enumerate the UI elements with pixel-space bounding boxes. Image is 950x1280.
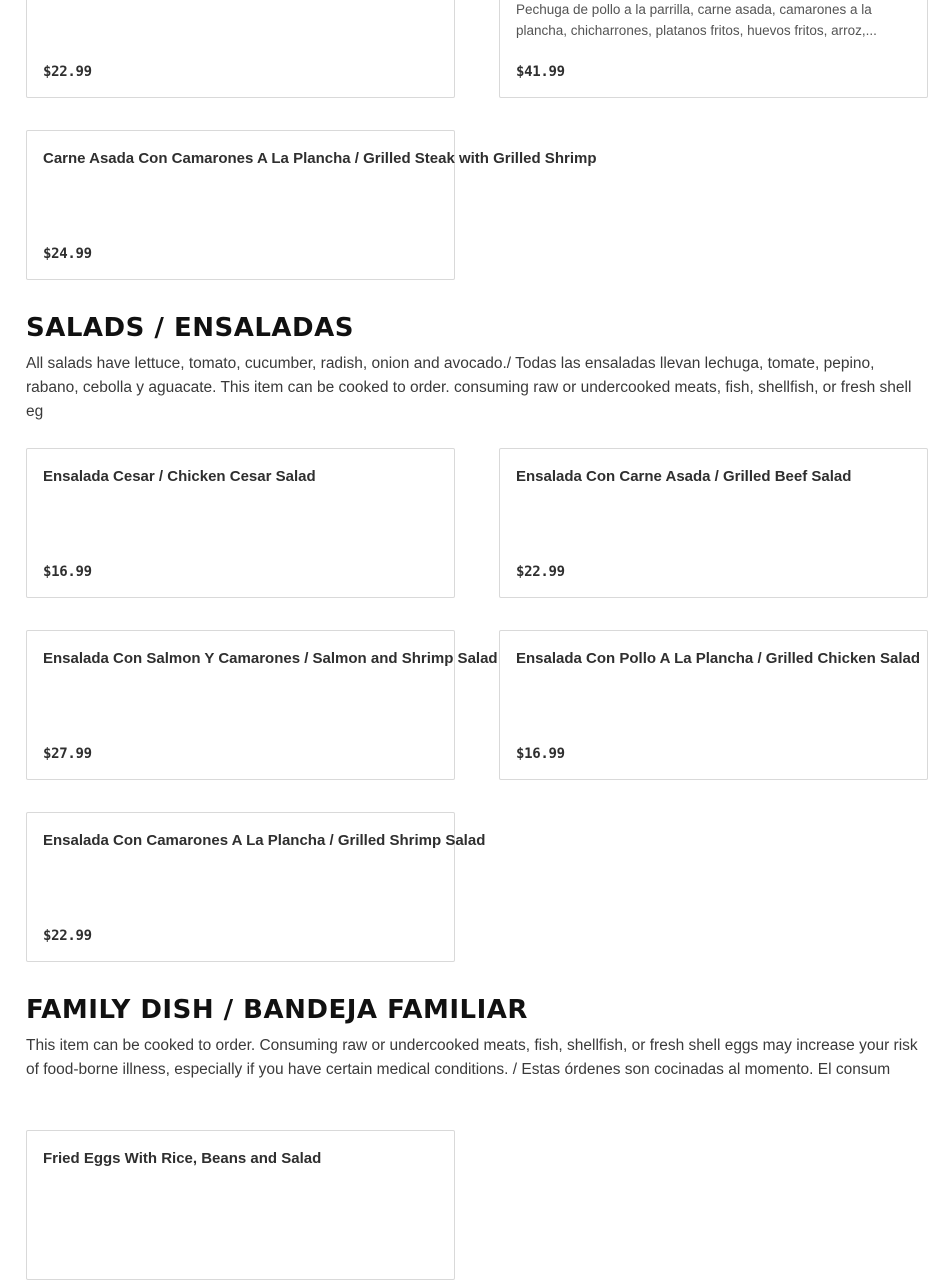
menu-item-card[interactable] — [26, 130, 597, 280]
menu-item-price: $27.99 — [43, 746, 92, 762]
menu-item-price: $22.99 — [43, 64, 92, 80]
menu-item-name: Ensalada Con Pollo A La Plancha / Grilled Chicken Salad — [516, 650, 920, 667]
menu-item-card[interactable] — [499, 448, 928, 598]
section-title-family-dish: FAMILY DISH / BANDEJA FAMILIAR — [26, 995, 528, 1025]
menu-item-name: Ensalada Con Camarones A La Plancha / Grilled Shrimp Salad — [43, 832, 486, 849]
menu-item-price: $16.99 — [43, 564, 92, 580]
menu-item-price: $16.99 — [516, 746, 565, 762]
menu-item-name: Carne Asada Con Camarones A La Plancha / Grilled Steak with Grilled Shrimp — [43, 150, 597, 167]
menu-item-name: Fried Eggs With Rice, Beans and Salad — [43, 1150, 322, 1167]
menu-item-card[interactable] — [26, 0, 455, 98]
menu-item-price: $22.99 — [516, 564, 565, 580]
menu-item-card[interactable] — [26, 448, 455, 598]
menu-item-name: Ensalada Con Salmon Y Camarones / Salmon and Shrimp Salad — [43, 650, 498, 667]
menu-item-price: $22.99 — [43, 928, 92, 944]
menu-item-card[interactable] — [26, 1130, 455, 1280]
section-description-family-dish: This item can be cooked to order. Consuming raw or undercooked meats, fish, shellfish, or fresh shell eggs may increase your risk of food-borne illness, especially if you have certain medical conditions. / Estas órdenes son cocinadas al momento. El consum — [26, 1037, 918, 1078]
menu-item-card[interactable] — [499, 0, 928, 98]
menu-item-card[interactable] — [26, 812, 486, 962]
menu-item-price: $41.99 — [516, 64, 565, 80]
menu-item-price: $24.99 — [43, 246, 92, 262]
menu-item-card[interactable] — [499, 630, 928, 780]
menu-item-description: Pechuga de pollo a la parrilla, carne asada, camarones a la plancha, chicharrones, platanos fritos, huevos fritos, arroz,... — [516, 2, 877, 38]
section-title-salads: SALADS / ENSALADAS — [26, 313, 354, 343]
menu-item-name: Ensalada Cesar / Chicken Cesar Salad — [43, 468, 316, 485]
menu-item-card[interactable] — [26, 630, 498, 780]
menu-item-name: Ensalada Con Carne Asada / Grilled Beef Salad — [516, 468, 852, 485]
section-description-salads: All salads have lettuce, tomato, cucumber, radish, onion and avocado./ Todas las ensaladas llevan lechuga, tomate, pepino, rabano, cebolla y aguacate. This item can be cooked to order. consuming raw or undercooked meats, fish, shellfish, or fresh shell eg — [26, 355, 912, 420]
